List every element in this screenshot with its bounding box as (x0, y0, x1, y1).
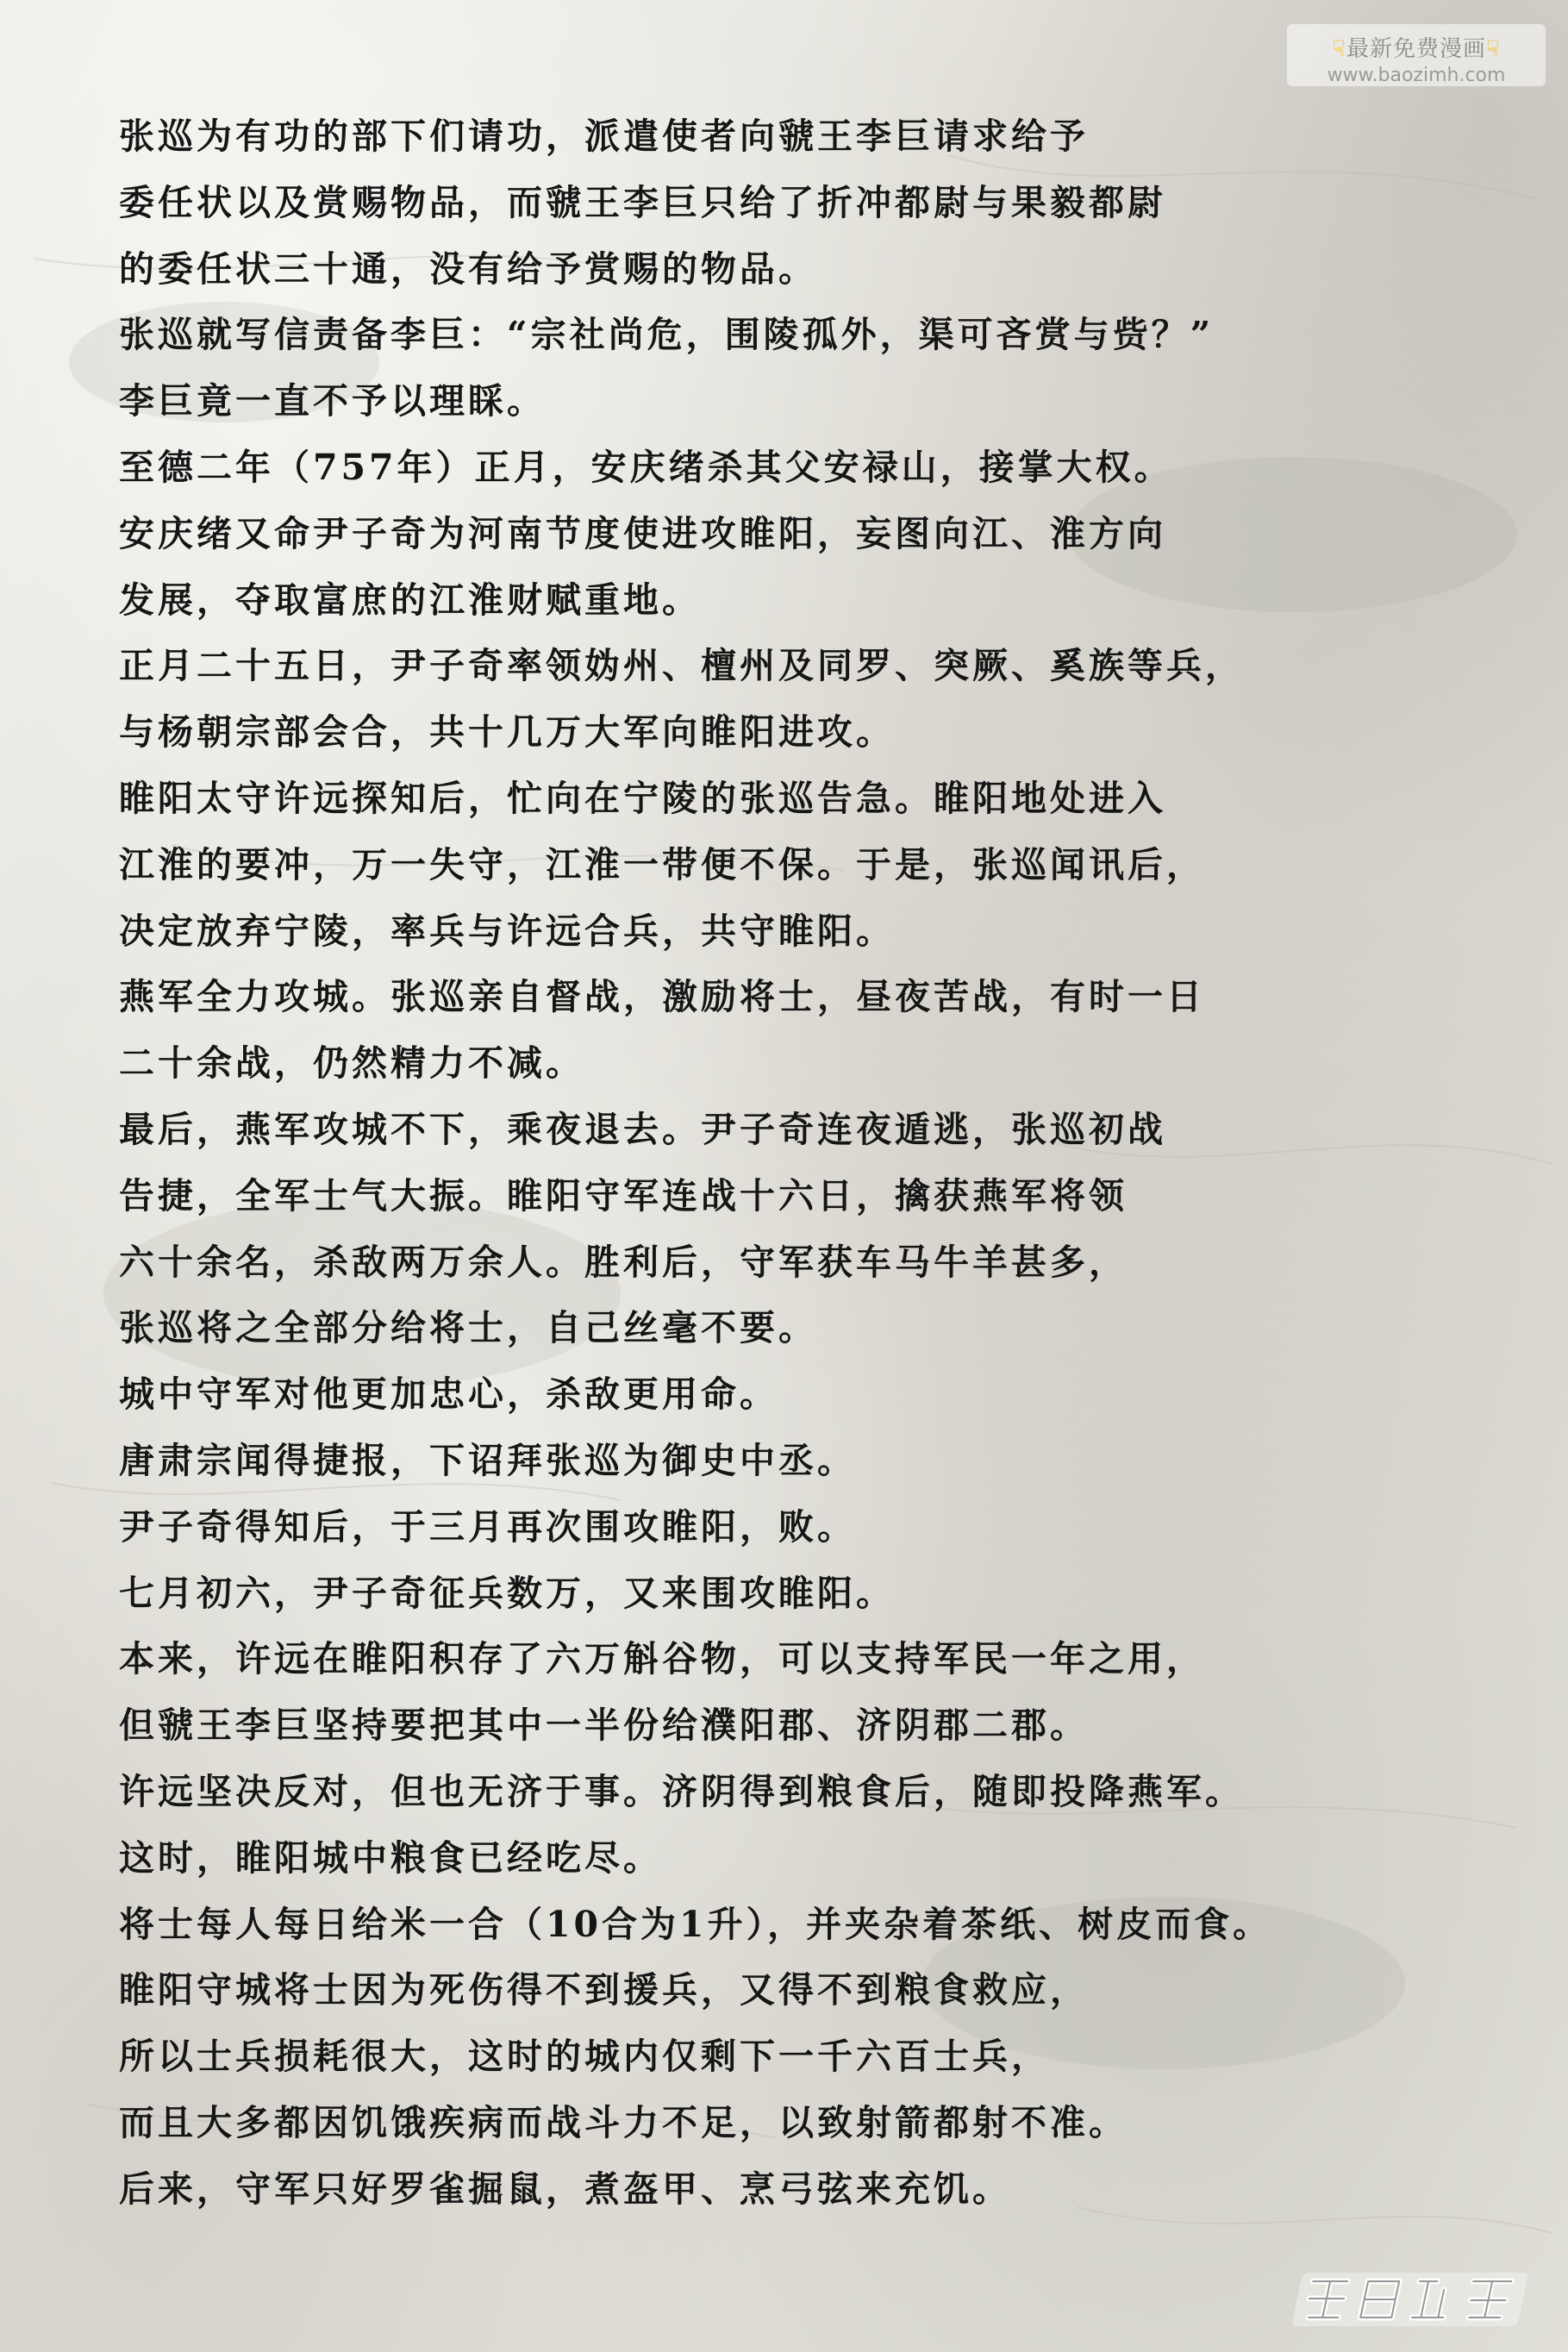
text-line: 最后，燕军攻城不下，乘夜退去。尹子奇连夜遁逃，张巡初战 (119, 1108, 1166, 1150)
text-line: 安庆绪又命尹子奇为河南节度使进攻睢阳，妄图向江、淮方向 (119, 512, 1166, 554)
text-line: 张巡为有功的部下们请功，派遣使者向虢王李巨请求给予 (119, 116, 1089, 157)
text-line: 二十余战，仍然精力不减。 (119, 1042, 584, 1085)
text-line: 城中守军对他更加忠心，杀敌更用命。 (119, 1373, 778, 1416)
watermark-title: 最新免费漫画 (1346, 36, 1486, 62)
text-line: 七月初六，尹子奇征兵数万，又来围攻睢阳。 (119, 1572, 895, 1614)
text-line: 六十余名，杀敌两万余人。胜利后，守军获车马牛羊甚多， (119, 1241, 1128, 1283)
text-line: 许远坚决反对，但也无济于事。济阴得到粮食后，随即投降燕军。 (119, 1770, 1244, 1812)
text-line: 正月二十五日，尹子奇率领妫州、檀州及同罗、突厥、奚族等兵， (119, 645, 1244, 687)
text-line: 将士每人每日给米一合（10合为1升），并夹杂着茶纸、树皮而食。 (119, 1903, 1272, 1945)
pointing-hand-icon: ☟ (1486, 36, 1501, 62)
text-line: 睢阳太守许远探知后，忙向在宁陵的张巡告急。睢阳地处进入 (119, 777, 1166, 819)
story-text (119, 103, 1541, 2223)
text-line: 而且大多都因饥饿疾病而战斗力不足，以致射箭都射不准。 (119, 2101, 1128, 2143)
text-line: 睢阳守城将士因为死伤得不到援兵，又得不到粮食救应， (119, 1969, 1089, 2011)
pointing-hand-icon: ☟ (1332, 36, 1346, 62)
text-line: 后来，守军只好罗雀掘鼠，煮盔甲、烹弓弦来充饥。 (119, 2167, 1011, 2210)
watermark-url: www.baozimh.com (1327, 65, 1506, 86)
text-line: 唐肃宗闻得捷报，下诏拜张巡为御史中丞。 (119, 1439, 856, 1481)
text-line: 本来，许远在睢阳积存了六万斛谷物，可以支持军民一年之用， (119, 1638, 1205, 1680)
text-line: 委任状以及赏赐物品，而虢王李巨只给了折冲都尉与果毅都尉 (119, 181, 1166, 223)
text-line: 告捷，全军士气大振。睢阳守军连战十六日，擒获燕军将领 (119, 1174, 1128, 1217)
text-line: 发展，夺取富庶的江淮财赋重地。 (119, 579, 701, 621)
text-line: 与杨朝宗部会合，共十几万大军向睢阳进攻。 (119, 711, 895, 754)
text-line: 但虢王李巨坚持要把其中一半份给濮阳郡、济阴郡二郡。 (119, 1705, 1089, 1747)
text-line: 的委任状三十通，没有给予赏赐的物品。 (119, 247, 817, 290)
site-watermark (1287, 24, 1546, 86)
text-line: 张巡就写信责备李巨：“宗社尚危，围陵孤外，渠可吝赏与赀？” (119, 314, 1215, 356)
text-line: 至德二年（757年）正月，安庆绪杀其父安禄山，接掌大权。 (119, 446, 1173, 488)
text-line: 李巨竟一直不予以理睬。 (119, 380, 546, 422)
text-line: 张巡将之全部分给将士，自己丝毫不要。 (119, 1307, 817, 1349)
text-line: 燕军全力攻城。张巡亲自督战，激励将士，昼夜苦战，有时一日 (119, 976, 1205, 1018)
text-line: 决定放弃宁陵，率兵与许远合兵，共守睢阳。 (119, 910, 895, 952)
text-line: 这时，睢阳城中粮食已经吃尽。 (119, 1836, 662, 1879)
text-line: 所以士兵损耗很大，这时的城内仅剩下一千六百士兵， (119, 2036, 1050, 2078)
tencent-comics-logo (1285, 2266, 1544, 2333)
text-line: 江淮的要冲，万一失守，江淮一带便不保。于是，张巡闻讯后， (119, 843, 1205, 885)
text-line: 尹子奇得知后，于三月再次围攻睢阳，败。 (119, 1505, 856, 1548)
